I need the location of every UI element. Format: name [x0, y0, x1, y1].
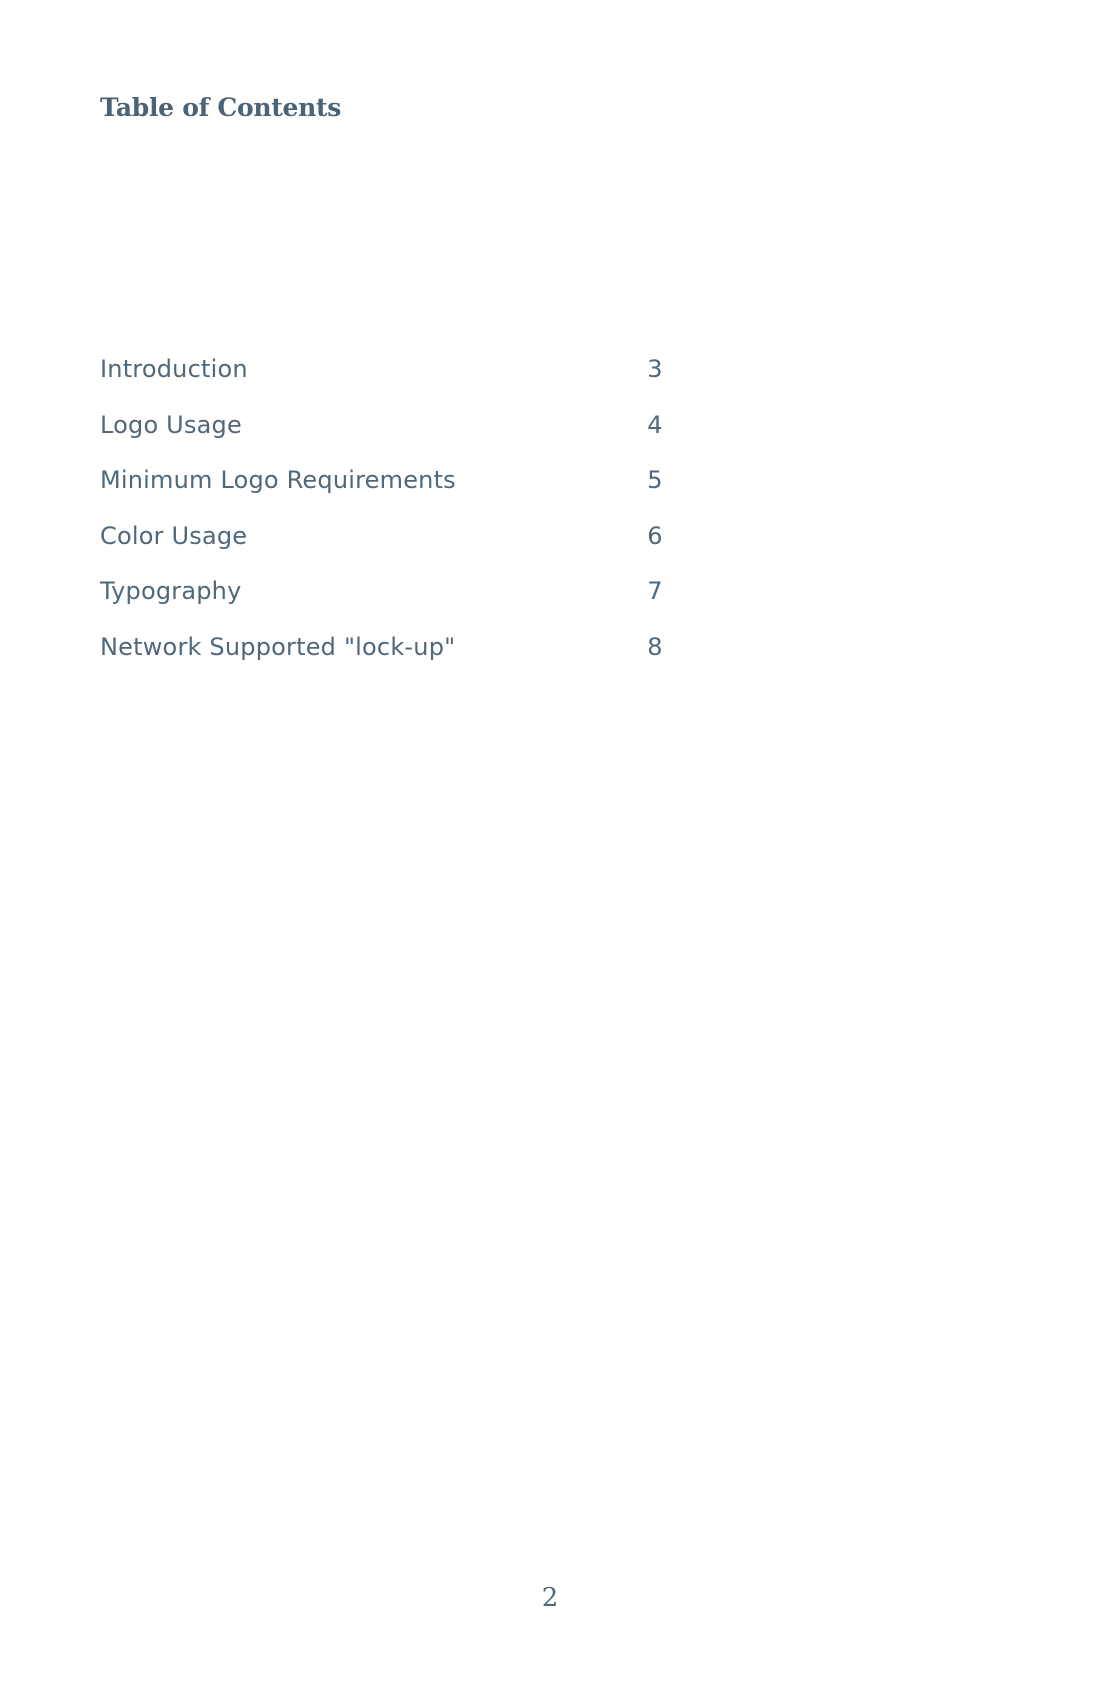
toc-entry-page: 3 [647, 355, 663, 383]
toc-entry-page: 5 [647, 466, 663, 494]
toc-entry-label: Color Usage [100, 521, 248, 550]
toc-entry-label: Minimum Logo Requirements [100, 466, 456, 494]
table-of-contents [100, 355, 670, 688]
toc-entry-typography [100, 577, 670, 633]
toc-entry-introduction [100, 355, 670, 411]
toc-entry-label: Logo Usage [100, 410, 242, 439]
toc-entry-color-usage [100, 522, 670, 578]
toc-entry-page: 7 [647, 577, 663, 605]
toc-entry-label: Network Supported "lock-up" [100, 632, 456, 661]
page-title: Table of Contents [100, 93, 342, 122]
toc-entry-page: 6 [647, 521, 663, 550]
toc-entry-label: Introduction [100, 355, 248, 383]
toc-entry-network-supported-lock-up [100, 633, 670, 689]
toc-entry-minimum-logo-requirements [100, 466, 670, 522]
toc-entry-logo-usage [100, 411, 670, 467]
toc-entry-page: 4 [647, 410, 663, 439]
toc-entry-page: 8 [647, 632, 663, 661]
page-number: 2 [541, 1583, 559, 1613]
toc-entry-label: Typography [100, 577, 242, 605]
